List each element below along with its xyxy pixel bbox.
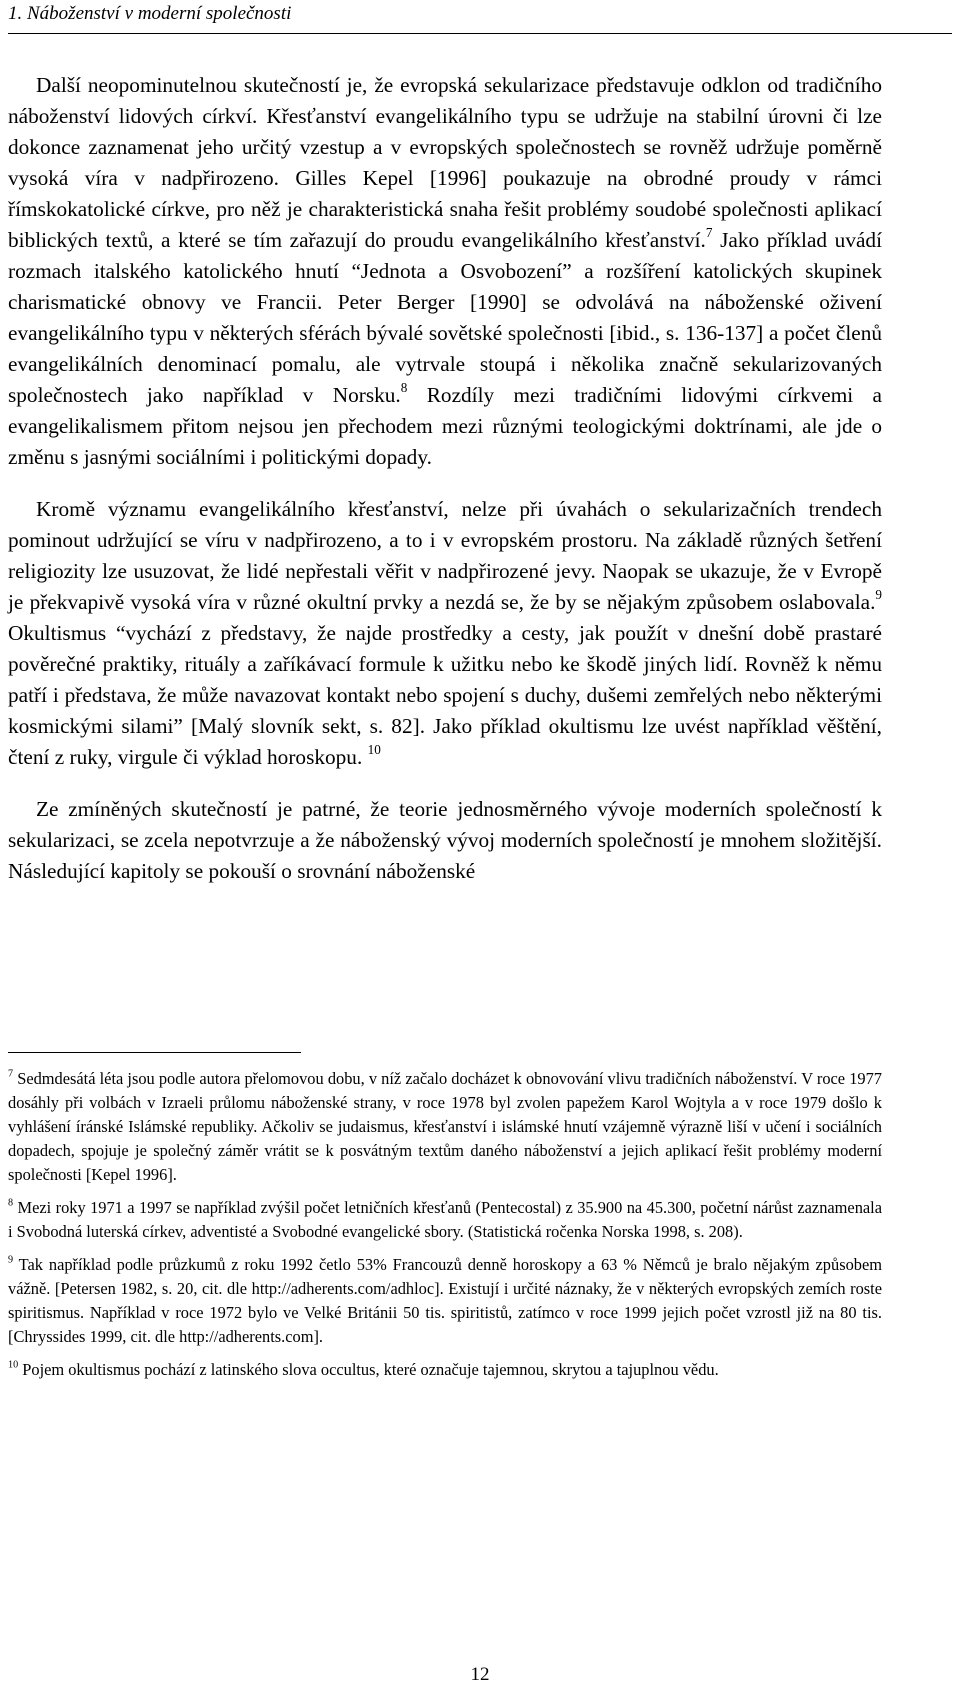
header-divider xyxy=(8,33,952,34)
footnote-text: Tak například podle průzkumů z roku 1992 četlo 53% Francouzů denně horoskopy a 63 % Němců je bralo nějakým způsobem vážně. [Petersen 1982, s. 20, cit. dle http://adherents.com/adhloc]. Existují i určité náznaky, že v některých evropských zemích roste spiritismus. Například v roce 1972 bylo ve Velké Británii 50 tis. spiritistů, zatímco v roce 1999 jejich počet vzrostl již na 80 tis. [Chryssides 1999, cit. dle http://adherents.com]. xyxy=(8,1255,882,1346)
footnote-number: 7 xyxy=(8,1068,14,1080)
paragraph-1-text-a: Další neopominutelnou skutečností je, že evropská sekularizace představuje odklon od tradičního náboženství lidových církví. Křesťanství evangelikálního typu se udržuje na stabilní úrovni či lze dokonce zaznamenat jeho určitý vzestup a v evropských společnostech se rovněž udržuje poměrně vysoká víra v nadpřirozeno. Gilles Kepel [1996] poukazuje na obrodné proudy v rámci římskokatolické církve, pro něž je charakteristická snaha řešit problémy soudobé společnosti aplikací biblických textů, a které se tím zařazují do proudu evangelikálního křesťanství. xyxy=(8,73,882,252)
running-header: 1. Náboženství v moderní společnosti xyxy=(8,3,292,24)
footnotes xyxy=(8,1067,882,1382)
paragraph-3: Ze zmíněných skutečností je patrné, že teorie jednosměrného vývoje moderních společností k sekularizaci, se zcela nepotvrzuje a že náboženský vývoj moderních společností je mnohem složitější. Následující kapitoly se pokouší o srovnání náboženské xyxy=(8,797,882,883)
paragraph-2 xyxy=(8,494,882,773)
paragraph-1 xyxy=(8,70,882,473)
footnote-number: 8 xyxy=(8,1197,14,1209)
footnote-text: Mezi roky 1971 a 1997 se například zvýšil počet letničních křesťanů (Pentecostal) z 35.900 na 45.300, početní nárůst zaznamenala i Svobodná luterská církev, adventisté a Svobodné evangelické sbory. (Statistická ročenka Norska 1998, s. 208). xyxy=(8,1198,882,1241)
footnote-divider xyxy=(8,1052,301,1053)
footnote-ref-8[interactable]: 8 xyxy=(400,380,408,396)
footnote-ref-10[interactable]: 10 xyxy=(367,742,381,758)
footnote-10 xyxy=(8,1358,882,1382)
footnote-text: Pojem okultismus pochází z latinského slova occultus, které označuje tajemnou, skrytou a tajuplnou vědu. xyxy=(18,1360,719,1379)
paragraph-1-text-c: Rozdíly mezi tradičními lidovými církvemi a evangelikalismem přitom nejsou jen přechodem mezi různými teologickými doktrínami, ale jde o změnu s jasnými sociálními i politickými dopady. xyxy=(8,383,883,469)
footnote-number: 9 xyxy=(8,1254,14,1266)
main-text xyxy=(8,70,882,887)
footnote-ref-7[interactable]: 7 xyxy=(705,225,713,241)
footnote-number: 10 xyxy=(8,1359,19,1371)
footnote-text: Sedmdesátá léta jsou podle autora přelomovou dobu, v níž začalo docházet k obnovování vlivu tradičních náboženství. V roce 1977 dosáhly při volbách v Izraeli průlomu náboženské strany, v roce 1978 byl zvolen papežem Karol Wojtyla a v roce 1979 došlo k vyhlášení íránské Islámské republiky. Ačkoliv se judaismus, křesťanství i islámské hnutí vzájemně výrazně liší v učení i sociálních dopadech, spojuje je společný záměr vrátit se k posvátným textům daného náboženství a jejich aplikací řešit problémy moderní společnosti [Kepel 1996]. xyxy=(8,1069,882,1184)
footnote-ref-9[interactable]: 9 xyxy=(875,587,882,603)
paragraph-2-text-a: Kromě významu evangelikálního křesťanství, nelze při úvahách o sekularizačních trendech pominout udržující se víru v nadpřirozeno, a to i v evropském prostoru. Na základě různých šetření religiozity lze usuzovat, že lidé nepřestali věřit v nadpřirozené jevy. Naopak se ukazuje, že v Evropě je překvapivě vysoká víra v různé okultní prvky a nezdá se, že by se nějakým způsobem oslabovala. xyxy=(8,497,882,614)
page-number: 12 xyxy=(470,1664,490,1685)
footnote-9 xyxy=(8,1253,882,1349)
paragraph-1-text-b: Jako příklad uvádí rozmach italského katolického hnutí “Jednota a Osvobození” a rozšíření katolických skupinek charismatické obnovy ve Francii. Peter Berger [1990] se odvolává na náboženské oživení evangelikálního typu v některých sférách bývalé sovětské společnosti [ibid., s. 136-137] a počet členů evangelikálních denominací pomalu, ale vytrvale stoupá i několika značně sekularizovaných společnostech jako například v Norsku. xyxy=(8,228,882,407)
footnote-7 xyxy=(8,1067,882,1187)
footnote-8 xyxy=(8,1196,882,1244)
paragraph-2-text-b: Okultismus “vychází z představy, že najde prostředky a cesty, jak použít v dnešní době prastaré pověrečné praktiky, rituály a zaříkávací formule k užitku nebo ke škodě jiných lidí. Rovněž k němu patří i představa, že může navazovat kontakt nebo spojení s duchy, dušemi zemřelých nebo některými kosmickými silami” [Malý slovník sekt, s. 82]. Jako příklad okultismu lze uvést například věštění, čtení z ruky, virgule či výklad horoskopu. xyxy=(8,621,882,769)
